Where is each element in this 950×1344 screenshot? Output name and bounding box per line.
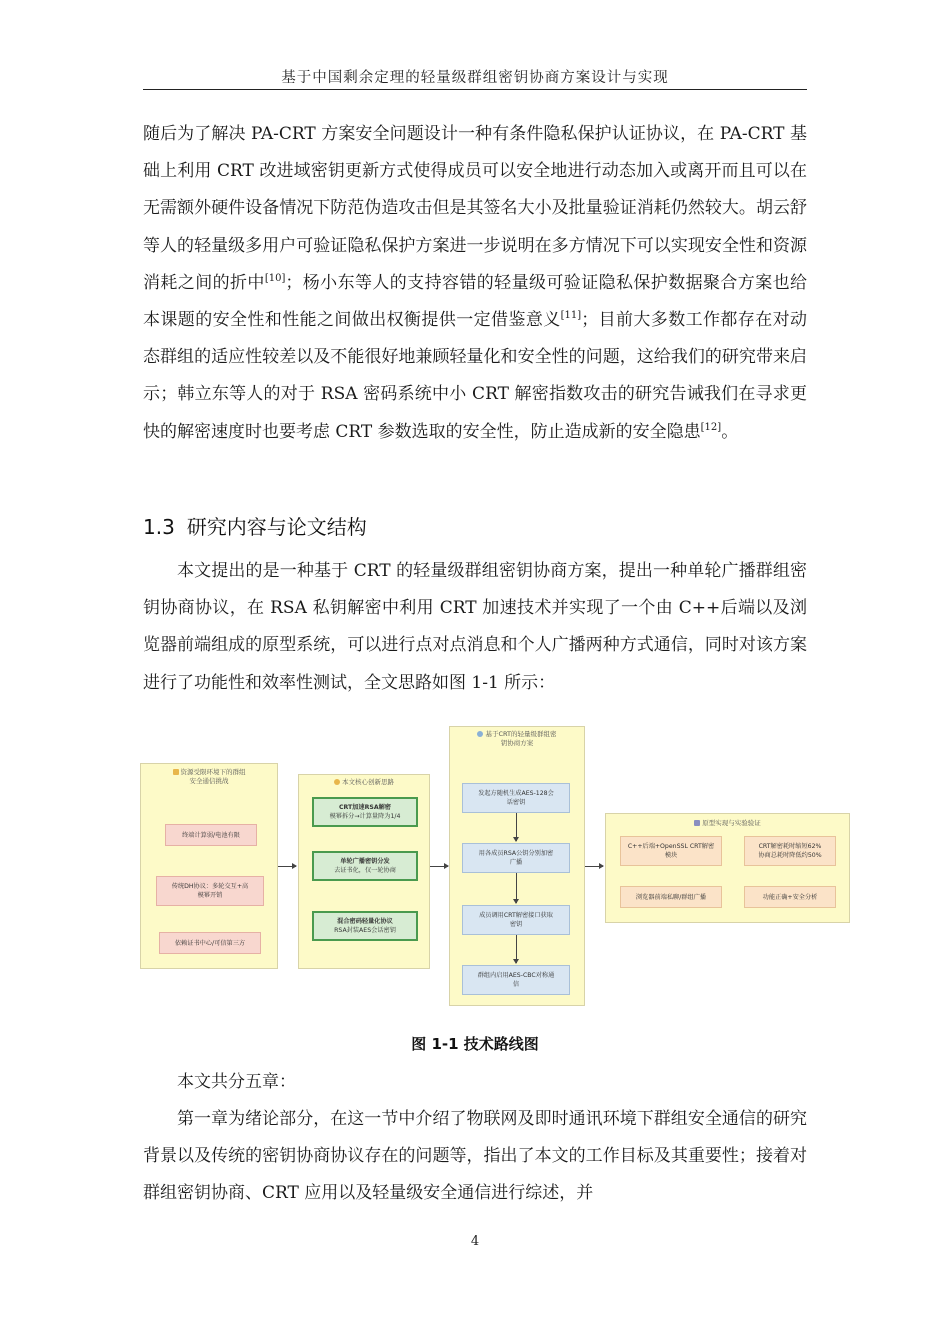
challenge-column — [140, 763, 278, 969]
paragraph-chapter-intro: 本文共分五章： — [177, 1072, 296, 1092]
innovation-box-hybrid-crypto: 混合密码轻量化协议 RSA封装AES会话密钥 — [312, 911, 418, 941]
challenge-box-weak-terminal: 终端计算弱/电池有限 — [165, 824, 257, 846]
citation-10: [10] — [264, 272, 286, 284]
arrow-step1-to-step2 — [516, 813, 517, 841]
scheme-step-generate-key: 发起方随机生成AES-128会 话密钥 — [462, 783, 570, 813]
challenge-column-title: 资源受限环境下的群组 安全通信挑战 — [141, 768, 277, 786]
challenge-box-trusted-third-party: 依赖证书中心/可信第三方 — [159, 932, 261, 954]
citation-12: [12] — [700, 421, 722, 433]
scheme-column-title: 基于CRT的轻量级群组密 钥协商方案 — [450, 730, 584, 748]
scheme-step-encrypt-broadcast: 用各成员RSA公钥分别加密 广播 — [462, 843, 570, 873]
innovation-box-crt-rsa: CRT加速RSA解密 模幂拆分→计算量降为1/4 — [312, 797, 418, 827]
section-heading — [143, 511, 367, 540]
para1-text-a: 随后为了解决 PA-CRT 方案安全问题设计一种有条件隐私保护认证协议，在 PA-CRT 基础上利用 CRT 改进域密钥更新方式使得成员可以安全地进行动态加入或离开而且可以在无需额外硬件设备情况下防范伪造攻击但是其签名大小及批量验证消耗仍然较大。胡云舒等人的轻量级多用户可验证隐私保护方案进一步说明在多方情况下可以实现安全性和资源消耗之间的折中 — [143, 124, 807, 293]
para1-text-d: 。 — [721, 421, 739, 442]
technical-roadmap-figure — [140, 724, 852, 1010]
paragraph-related-work — [143, 116, 807, 451]
scheme-step-aes-communication: 群组内启用AES-CBC对称通 信 — [462, 965, 570, 995]
section-number: 1.3 — [143, 515, 175, 539]
prototype-box-frontend: 浏览器前端私聊/群组广播 — [620, 886, 722, 908]
prototype-box-security-analysis: 功能正确+安全分析 — [744, 886, 836, 908]
scheme-step-crt-decrypt: 成员调用CRT解密接口获取 密钥 — [462, 905, 570, 935]
lightbulb-icon — [334, 779, 340, 785]
warning-icon — [173, 769, 179, 775]
arrow-step3-to-step4 — [516, 935, 517, 963]
figure-caption: 图 1-1 技术路线图 — [411, 1035, 539, 1053]
paragraph-research-content: 本文提出的是一种基于 CRT 的轻量级群组密钥协商方案，提出一种单轮广播群组密钥协商协议，在 RSA 私钥解密中利用 CRT 加速技术并实现了一个由 C++后端以及浏览器前端组成的原型系统，可以进行点对点消息和个人广播两种方式通信，同时对该方案进行了功能性和效率性测试，全文思路如图 1-1 所示： — [143, 561, 807, 693]
innovation-column-title: 本文核心创新思路 — [299, 778, 429, 787]
prototype-box-performance: CRT解密耗时缩短62% 协商总耗时降低约50% — [744, 836, 836, 866]
para1-text-c: ；目前大多数工作都存在对动态群组的适应性较差以及不能很好地兼顾轻量化和安全性的问题，这给我们的研究带来启示；韩立东等人的对于 RSA 密码系统中小 CRT 解密指数攻击的研究告诫我们在寻求更快的解密速度时也要考虑 CRT 参数选取的安全性，防止造成新的安全隐患 — [143, 310, 808, 442]
chart-icon — [694, 820, 700, 826]
section-title: 研究内容与论文结构 — [186, 515, 367, 539]
scheme-column — [449, 726, 585, 1006]
arrow-col3-to-col4 — [585, 866, 603, 867]
arrow-col2-to-col3 — [430, 866, 448, 867]
arrow-step2-to-step3 — [516, 873, 517, 903]
prototype-box-backend: C++后端+OpenSSL CRT解密 模块 — [620, 836, 722, 866]
arrow-col1-to-col2 — [278, 866, 296, 867]
gear-icon — [477, 731, 483, 737]
page-number: 4 — [470, 1234, 480, 1249]
para1-text-b: ；杨小东等人的支持容错的轻量级可验证隐私保护数据聚合方案也给本课题的安全性和性能之间做出权衡提供一定借鉴意义 — [143, 272, 808, 331]
challenge-box-dh-overhead: 传统DH协议：多轮交互+高 模幂开销 — [156, 876, 264, 906]
innovation-column — [298, 774, 430, 969]
paragraph-chapter-one: 第一章为绪论部分，在这一节中介绍了物联网及即时通讯环境下群组安全通信的研究背景以及传统的密钥协商协议存在的问题等，指出了本文的工作目标及其重要性；接着对群组密钥协商、CRT 应用以及轻量级安全通信进行综述，并 — [143, 1109, 807, 1204]
innovation-box-single-round: 单轮广播密钥分发 去证书化，仅一轮协商 — [312, 851, 418, 881]
prototype-column — [605, 813, 850, 923]
prototype-column-title: 原型实现与实验验证 — [606, 819, 849, 828]
header-rule — [143, 89, 807, 90]
running-header: 基于中国剩余定理的轻量级群组密钥协商方案设计与实现 — [281, 70, 669, 86]
citation-11: [11] — [560, 310, 582, 322]
